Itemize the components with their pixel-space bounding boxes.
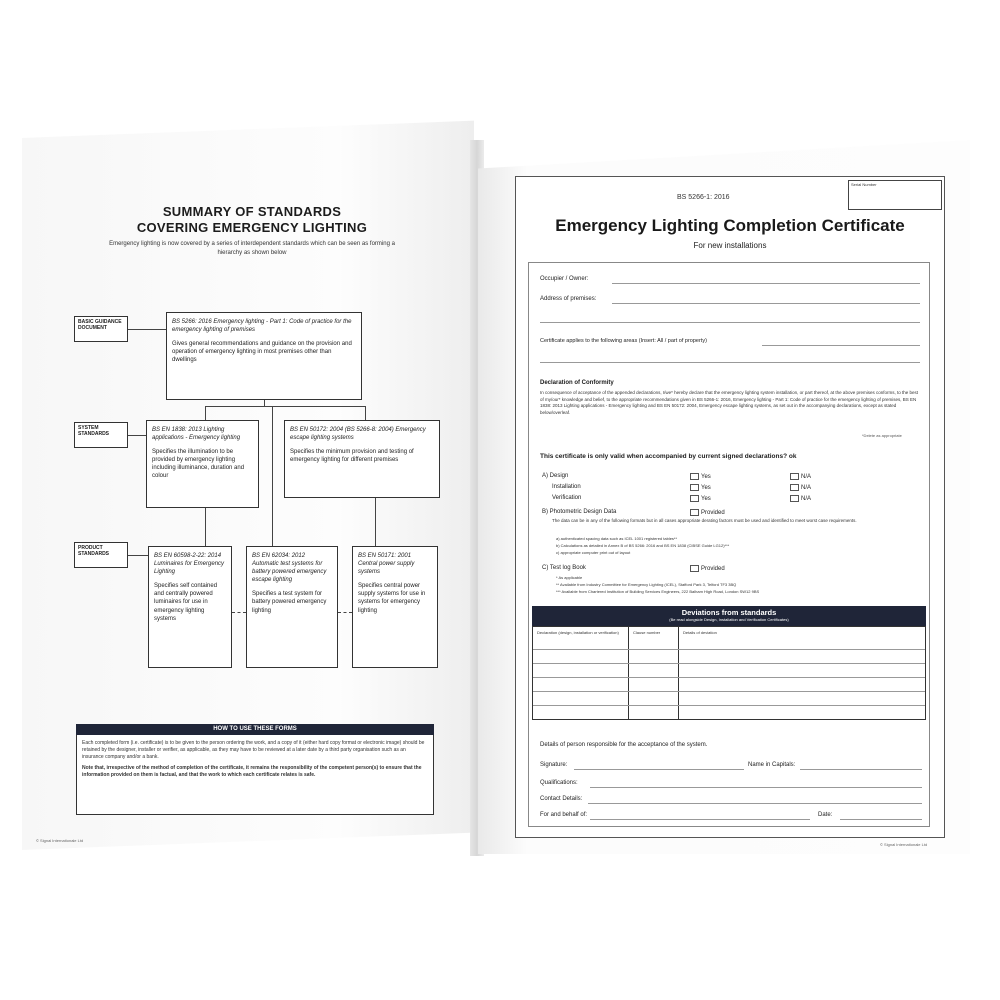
deviations-table <box>532 626 926 720</box>
signature-field[interactable] <box>574 769 744 770</box>
name-field[interactable] <box>800 769 922 770</box>
footnote: *** Available from Chartered Institution of Building Services Engineers, 222 Balham High Road, London SW12 9BS <box>556 589 760 594</box>
deviations-title: Deviations from standards <box>681 608 777 617</box>
connector-line <box>205 406 365 407</box>
system-box-title: BS EN 1838: 2013 Lighting applications - Emergency lighting <box>152 427 241 442</box>
deviation-header-details: Details of deviation <box>683 630 717 635</box>
installation-label: Installation <box>552 484 581 490</box>
deviation-row[interactable] <box>533 691 925 692</box>
deviation-header-clause: Clause number <box>633 630 661 635</box>
howto-paragraph: Each completed form (i.e. certificate) is to be given to the person ordering the work, and a copy of it (either hard copy format or electronic image) should be retained by the designer, installer or verifier, as applicable, as they may have to be reviewed at a later date by a third party organisation such as an insurance company and/or a bank. <box>82 740 425 760</box>
connector-line <box>205 406 206 420</box>
tier-label-basic: BASIC GUIDANCE DOCUMENT <box>74 316 128 342</box>
product-box-title: BS EN 62034: 2012 Automatic test systems for battery powered emergency escape lighting <box>252 553 327 584</box>
product-box-title: BS EN 50171: 2001 Central power supply systems <box>358 553 415 576</box>
basic-guidance-box <box>166 312 362 400</box>
product-standard-box-en60598 <box>148 546 232 668</box>
connector-line <box>128 435 148 436</box>
declaration-text: In consequence of acceptance of the appended declarations, I/we* hereby declare that the emergency lighting system installation, or part thereof, at the above premises conforms, to the best of my/our* knowledge and belief, to the appropriate recommendations given in BS 5266-1: 2016, Emergency lighting - Part 1: Code of practice for the emergency lighting of premises, BS EN 1838: 2013 Lighting applications - Emergency lighting and BS EN 50172: 2004, Emergency escape lighting systems, as set out in the accompanying declarations, except as stated below/overleaf. <box>540 390 918 415</box>
certificate-standard: BS 5266-1: 2016 <box>677 194 730 201</box>
howto-title-bar: HOW TO USE THESE FORMS <box>76 724 434 735</box>
design-yes-checkbox[interactable]: Yes <box>690 473 711 480</box>
photometric-item: b) Calculations as detailed in Annex B of BS 5266: 2016 and BS EN 1838 (CIBSE Guide LG12)*** <box>556 543 730 548</box>
tier-label-system: SYSTEM STANDARDS <box>74 422 128 448</box>
address-label: Address of premises: <box>540 296 597 302</box>
tier-label-product: PRODUCT STANDARDS <box>74 542 128 568</box>
deviation-header-declaration: Declaration (design, installation or verification) <box>537 630 619 635</box>
right-footer: © Signal Internationale Ltd <box>880 842 928 847</box>
date-label: Date: <box>818 812 833 818</box>
connector-line <box>128 555 148 556</box>
product-box-body: Specifies self contained and centrally powered luminaires for use in emergency lighting systems <box>154 583 218 622</box>
applies-field[interactable] <box>762 345 920 346</box>
certificate-title: Emergency Lighting Completion Certificate <box>555 216 905 235</box>
photometric-note: The data can be in any of the following formats but in all cases appropriate derating factors must be used and identified to meet worst case requirements. <box>552 518 857 523</box>
valid-note: This certificate is only valid when accompanied by current signed declarations? ok <box>540 453 797 460</box>
applies-label: Certificate applies to the following areas (Insert: All / part of property) <box>540 338 707 344</box>
serial-number-box[interactable] <box>848 180 942 210</box>
connector-line <box>205 508 206 546</box>
photometric-label: B) Photometric Design Data <box>542 509 617 515</box>
contact-label: Contact Details: <box>540 796 583 802</box>
design-na-checkbox[interactable]: N/A <box>790 473 811 480</box>
serial-number-label: Serial Number <box>851 182 877 187</box>
declaration-title: Declaration of Conformity <box>540 380 614 386</box>
connector-line <box>272 406 273 546</box>
occupier-field[interactable] <box>612 283 920 284</box>
basic-box-title: BS 5266: 2016 Emergency lighting - Part 1: Code of practice for the emergency lighting of premises <box>172 319 352 334</box>
standards-heading-line1: SUMMARY OF STANDARDS <box>162 204 342 219</box>
system-box-title: BS EN 50172: 2004 (BS 5266-8: 2004) Emergency escape lighting systems <box>290 427 426 442</box>
system-box-body: Specifies the minimum provision and testing of emergency lighting for different premises <box>290 449 414 464</box>
behalf-field[interactable] <box>590 819 810 820</box>
verification-na-checkbox[interactable]: N/A <box>790 495 811 502</box>
standards-intro: Emergency lighting is now covered by a series of interdependent standards which can be seen as forming a hierarchy as shown below <box>109 241 395 256</box>
product-standard-box-en50171 <box>352 546 438 668</box>
design-label: A) Design <box>542 473 569 479</box>
photometric-item: c) appropriate computer print out of layout <box>556 550 631 555</box>
connector-line <box>375 498 376 546</box>
address-field-line2[interactable] <box>540 322 920 323</box>
connector-line <box>232 612 246 613</box>
system-standard-box-en50172 <box>284 420 440 498</box>
applies-field-line2[interactable] <box>540 362 920 363</box>
address-field[interactable] <box>612 303 920 304</box>
qualifications-field[interactable] <box>590 787 922 788</box>
footnote: ** Available from Industry Committee for Emergency Lighting (ICEL), Stafford Park 3, Telford TF3 3BQ <box>556 582 737 587</box>
date-field[interactable] <box>840 819 922 820</box>
deviation-row[interactable] <box>533 705 925 706</box>
logbook-label: C) Test log Book <box>542 565 586 571</box>
product-standard-box-en62034 <box>246 546 338 668</box>
installation-yes-checkbox[interactable]: Yes <box>690 484 711 491</box>
photometric-provided-checkbox[interactable]: Provided <box>690 509 725 516</box>
deviation-row[interactable] <box>533 677 925 678</box>
verification-yes-checkbox[interactable]: Yes <box>690 495 711 502</box>
system-box-body: Specifies the illumination to be provided by emergency lighting including illuminance, duration and colour <box>152 449 245 480</box>
certificate-subtitle: For new installations <box>693 241 767 250</box>
photometric-item: a) authenticated spacing data such as ICEL 1001 registered tables** <box>556 536 678 541</box>
footnote: * As applicable <box>556 575 583 580</box>
connector-line <box>338 612 352 613</box>
howto-paragraph: Note that, irrespective of the method of completion of the certificate, it remains the responsibility of the competent person(s) to ensure that the information provided on them is factual, and that the work to which each certificate relates is safe. <box>82 765 422 778</box>
signature-label: Signature: <box>540 762 568 768</box>
responsible-label: Details of person responsible for the acceptance of the system. <box>540 742 708 748</box>
product-box-body: Specifies central power supply systems for use in systems for emergency lighting <box>358 583 426 614</box>
name-label: Name in Capitals: <box>748 762 796 768</box>
connector-line <box>128 329 166 330</box>
deviations-subtitle: (Be read alongside Design, Installation and Verification Certificates) <box>669 617 789 622</box>
product-box-body: Specifies a test system for battery powered emergency lighting <box>252 591 327 614</box>
behalf-label: For and behalf of: <box>540 812 588 818</box>
system-standard-box-en1838 <box>146 420 259 508</box>
deviation-row[interactable] <box>533 663 925 664</box>
left-footer: © Signal Internationale Ltd <box>36 838 84 843</box>
standards-heading-line2: COVERING EMERGENCY LIGHTING <box>136 220 368 235</box>
deviation-row[interactable] <box>533 649 925 650</box>
deviations-header <box>532 606 926 626</box>
qualifications-label: Qualifications: <box>540 780 578 786</box>
verification-label: Verification <box>552 495 582 501</box>
basic-box-body: Gives general recommendations and guidance on the provision and operation of emergency lighting in most premises other than dwellings <box>172 341 352 364</box>
contact-field[interactable] <box>588 803 922 804</box>
logbook-provided-checkbox[interactable]: Provided <box>690 565 725 572</box>
connector-line <box>365 406 366 420</box>
product-box-title: BS EN 60598-2-22: 2014 Luminaires for Emergency Lighting <box>154 553 225 576</box>
occupier-label: Occupier / Owner: <box>540 276 589 282</box>
howto-body <box>76 735 434 815</box>
installation-na-checkbox[interactable]: N/A <box>790 484 811 491</box>
delete-note: *Delete as appropriate <box>862 433 902 438</box>
